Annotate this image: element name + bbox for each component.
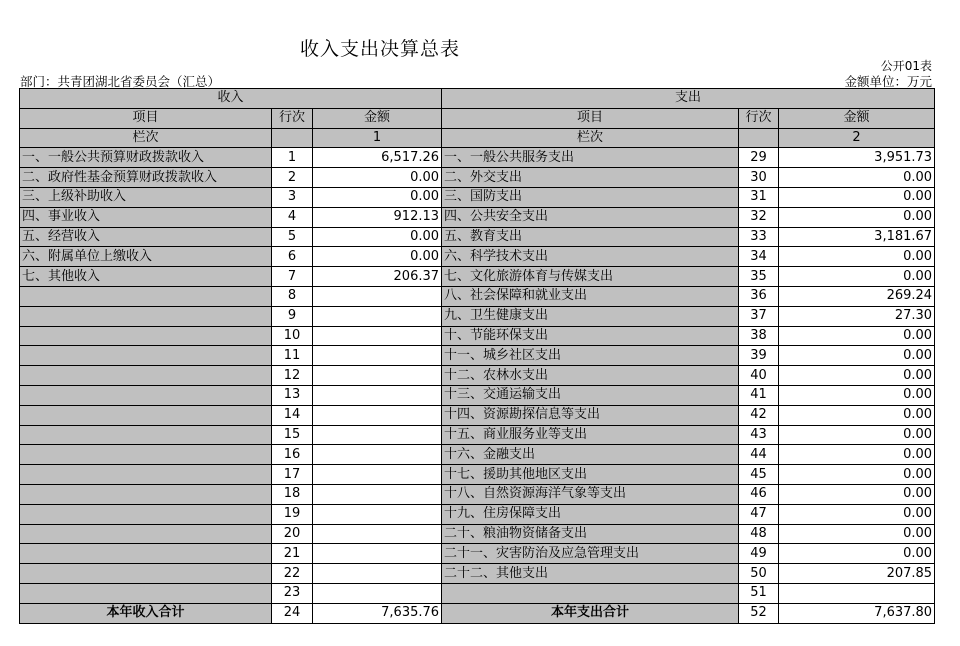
column-index-row <box>20 128 935 148</box>
income-item-name: 一、一般公共预算财政拨款收入 <box>20 148 272 168</box>
income-line-number: 7 <box>272 267 313 287</box>
income-item-name <box>20 346 272 366</box>
income-amount: 0.00 <box>313 227 442 247</box>
income-total-line-number: 24 <box>272 603 313 623</box>
expense-item-name: 十八、自然资源海洋气象等支出 <box>442 484 739 504</box>
income-item-name <box>20 484 272 504</box>
expense-line-number: 38 <box>739 326 779 346</box>
expense-amount: 0.00 <box>779 425 935 445</box>
income-total-amount: 7,635.76 <box>313 603 442 623</box>
income-expense-table <box>19 88 935 624</box>
income-line-number: 2 <box>272 168 313 188</box>
income-line-number: 1 <box>272 148 313 168</box>
expense-item-name: 五、教育支出 <box>442 227 739 247</box>
income-line-number: 16 <box>272 445 313 465</box>
income-amount: 0.00 <box>313 247 442 267</box>
income-line-number: 9 <box>272 306 313 326</box>
expense-line-number: 44 <box>739 445 779 465</box>
income-line-number: 8 <box>272 286 313 306</box>
expense-amount: 0.00 <box>779 544 935 564</box>
expense-item-name <box>442 583 739 603</box>
income-item-name <box>20 306 272 326</box>
expense-section-header: 支出 <box>442 89 935 109</box>
amount-unit-label: 金额单位：万元 <box>844 74 932 89</box>
income-line-number: 14 <box>272 405 313 425</box>
expense-line-number: 32 <box>739 207 779 227</box>
income-line-number: 12 <box>272 366 313 386</box>
income-amount: 0.00 <box>313 168 442 188</box>
income-total-label: 本年收入合计 <box>20 603 272 623</box>
income-amount <box>313 366 442 386</box>
expense-amount: 27.30 <box>779 306 935 326</box>
expense-item-name: 二十、粮油物资储备支出 <box>442 524 739 544</box>
income-item-name <box>20 425 272 445</box>
income-amount <box>313 465 442 485</box>
expense-column-label: 栏次 <box>442 128 739 148</box>
table-row <box>20 564 935 584</box>
expense-item-name: 十六、金融支出 <box>442 445 739 465</box>
income-line-header: 行次 <box>272 108 313 128</box>
income-line-number: 4 <box>272 207 313 227</box>
expense-line-number: 35 <box>739 267 779 287</box>
income-line-number: 11 <box>272 346 313 366</box>
income-amount <box>313 405 442 425</box>
table-row <box>20 227 935 247</box>
income-amount <box>313 504 442 524</box>
expense-line-number: 40 <box>739 366 779 386</box>
table-row <box>20 484 935 504</box>
income-item-name <box>20 544 272 564</box>
expense-item-name: 十九、住房保障支出 <box>442 504 739 524</box>
expense-item-name: 三、国防支出 <box>442 187 739 207</box>
income-amount: 6,517.26 <box>313 148 442 168</box>
income-amount <box>313 445 442 465</box>
expense-line-number: 41 <box>739 385 779 405</box>
expense-item-name: 一、一般公共服务支出 <box>442 148 739 168</box>
income-line-number: 23 <box>272 583 313 603</box>
income-line-number: 5 <box>272 227 313 247</box>
income-line-number: 20 <box>272 524 313 544</box>
table-row <box>20 425 935 445</box>
income-amount-header: 金额 <box>313 108 442 128</box>
income-amount: 912.13 <box>313 207 442 227</box>
expense-item-name: 八、社会保障和就业支出 <box>442 286 739 306</box>
income-item-name <box>20 385 272 405</box>
expense-line-number: 37 <box>739 306 779 326</box>
table-row <box>20 524 935 544</box>
expense-line-number: 39 <box>739 346 779 366</box>
table-row <box>20 267 935 287</box>
column-header-row <box>20 108 935 128</box>
table-row <box>20 148 935 168</box>
income-item-name <box>20 445 272 465</box>
income-item-name: 六、附属单位上缴收入 <box>20 247 272 267</box>
expense-amount: 0.00 <box>779 405 935 425</box>
expense-item-name: 七、文化旅游体育与传媒支出 <box>442 267 739 287</box>
expense-line-number: 31 <box>739 187 779 207</box>
table-row <box>20 286 935 306</box>
income-amount <box>313 385 442 405</box>
expense-line-number: 49 <box>739 544 779 564</box>
income-item-name <box>20 465 272 485</box>
expense-amount: 269.24 <box>779 286 935 306</box>
income-amount <box>313 425 442 445</box>
income-line-number: 6 <box>272 247 313 267</box>
income-line-number: 19 <box>272 504 313 524</box>
income-item-header: 项目 <box>20 108 272 128</box>
expense-item-name: 十一、城乡社区支出 <box>442 346 739 366</box>
expense-line-number: 30 <box>739 168 779 188</box>
expense-amount: 0.00 <box>779 484 935 504</box>
expense-line-number: 36 <box>739 286 779 306</box>
expense-amount: 0.00 <box>779 524 935 544</box>
table-row <box>20 207 935 227</box>
income-column-label: 栏次 <box>20 128 272 148</box>
income-column-blank <box>272 128 313 148</box>
income-amount <box>313 306 442 326</box>
table-row <box>20 306 935 326</box>
table-row <box>20 366 935 386</box>
expense-item-name: 二十二、其他支出 <box>442 564 739 584</box>
expense-total-amount: 7,637.80 <box>779 603 935 623</box>
income-line-number: 21 <box>272 544 313 564</box>
income-amount <box>313 544 442 564</box>
expense-amount: 0.00 <box>779 366 935 386</box>
expense-amount: 0.00 <box>779 187 935 207</box>
income-line-number: 22 <box>272 564 313 584</box>
income-amount: 0.00 <box>313 187 442 207</box>
expense-amount: 3,181.67 <box>779 227 935 247</box>
expense-amount-header: 金额 <box>779 108 935 128</box>
income-item-name: 四、事业收入 <box>20 207 272 227</box>
income-amount <box>313 583 442 603</box>
income-amount <box>313 524 442 544</box>
expense-item-name: 四、公共安全支出 <box>442 207 739 227</box>
income-line-number: 15 <box>272 425 313 445</box>
income-item-name <box>20 326 272 346</box>
expense-line-number: 51 <box>739 583 779 603</box>
income-item-name: 二、政府性基金预算财政拨款收入 <box>20 168 272 188</box>
expense-amount: 0.00 <box>779 465 935 485</box>
expense-amount <box>779 583 935 603</box>
expense-line-number: 45 <box>739 465 779 485</box>
expense-line-number: 42 <box>739 405 779 425</box>
expense-line-number: 29 <box>739 148 779 168</box>
table-row <box>20 247 935 267</box>
table-row <box>20 385 935 405</box>
table-body <box>20 89 935 624</box>
table-row <box>20 465 935 485</box>
income-item-name <box>20 366 272 386</box>
expense-item-name: 十二、农林水支出 <box>442 366 739 386</box>
income-line-number: 17 <box>272 465 313 485</box>
expense-item-name: 二、外交支出 <box>442 168 739 188</box>
income-item-name: 三、上级补助收入 <box>20 187 272 207</box>
expense-column-blank <box>739 128 779 148</box>
expense-amount: 0.00 <box>779 326 935 346</box>
report-title: 收入支出决算总表 <box>299 38 460 60</box>
totals-row <box>20 603 935 623</box>
table-row <box>20 544 935 564</box>
expense-amount: 207.85 <box>779 564 935 584</box>
income-item-name <box>20 286 272 306</box>
income-item-name: 五、经营收入 <box>20 227 272 247</box>
income-section-header: 收入 <box>20 89 442 109</box>
expense-line-number: 34 <box>739 247 779 267</box>
expense-line-number: 33 <box>739 227 779 247</box>
expense-amount: 0.00 <box>779 346 935 366</box>
income-item-name: 七、其他收入 <box>20 267 272 287</box>
income-amount <box>313 346 442 366</box>
expense-amount: 0.00 <box>779 445 935 465</box>
expense-item-name: 九、卫生健康支出 <box>442 306 739 326</box>
expense-line-number: 46 <box>739 484 779 504</box>
expense-item-name: 十四、资源勘探信息等支出 <box>442 405 739 425</box>
income-amount <box>313 564 442 584</box>
income-column-number: 1 <box>313 128 442 148</box>
expense-total-label: 本年支出合计 <box>442 603 739 623</box>
expense-item-name: 十、节能环保支出 <box>442 326 739 346</box>
expense-item-name: 十七、援助其他地区支出 <box>442 465 739 485</box>
expense-line-number: 48 <box>739 524 779 544</box>
expense-amount: 0.00 <box>779 385 935 405</box>
form-number: 公开01表 <box>880 59 932 73</box>
income-item-name <box>20 583 272 603</box>
expense-item-name: 六、科学技术支出 <box>442 247 739 267</box>
expense-line-number: 47 <box>739 504 779 524</box>
table-row <box>20 583 935 603</box>
income-item-name <box>20 564 272 584</box>
department-label: 部门：共青团湖北省委员会（汇总） <box>20 74 221 89</box>
expense-total-line-number: 52 <box>739 603 779 623</box>
expense-amount: 0.00 <box>779 267 935 287</box>
expense-amount: 0.00 <box>779 504 935 524</box>
income-item-name <box>20 405 272 425</box>
table-row <box>20 326 935 346</box>
income-line-number: 13 <box>272 385 313 405</box>
table-row <box>20 346 935 366</box>
expense-line-number: 50 <box>739 564 779 584</box>
income-amount <box>313 484 442 504</box>
income-line-number: 10 <box>272 326 313 346</box>
income-amount <box>313 286 442 306</box>
expense-amount: 0.00 <box>779 207 935 227</box>
table-row <box>20 405 935 425</box>
expense-amount: 3,951.73 <box>779 148 935 168</box>
table-row <box>20 504 935 524</box>
income-amount: 206.37 <box>313 267 442 287</box>
expense-item-name: 二十一、灾害防治及应急管理支出 <box>442 544 739 564</box>
section-header-row <box>20 89 935 109</box>
expense-line-number: 43 <box>739 425 779 445</box>
table-row <box>20 168 935 188</box>
expense-item-header: 项目 <box>442 108 739 128</box>
expense-item-name: 十三、交通运输支出 <box>442 385 739 405</box>
expense-amount: 0.00 <box>779 247 935 267</box>
income-line-number: 18 <box>272 484 313 504</box>
income-amount <box>313 326 442 346</box>
table-row <box>20 445 935 465</box>
expense-amount: 0.00 <box>779 168 935 188</box>
income-item-name <box>20 524 272 544</box>
table-row <box>20 187 935 207</box>
expense-item-name: 十五、商业服务业等支出 <box>442 425 739 445</box>
expense-line-header: 行次 <box>739 108 779 128</box>
income-line-number: 3 <box>272 187 313 207</box>
expense-column-number: 2 <box>779 128 935 148</box>
income-item-name <box>20 504 272 524</box>
